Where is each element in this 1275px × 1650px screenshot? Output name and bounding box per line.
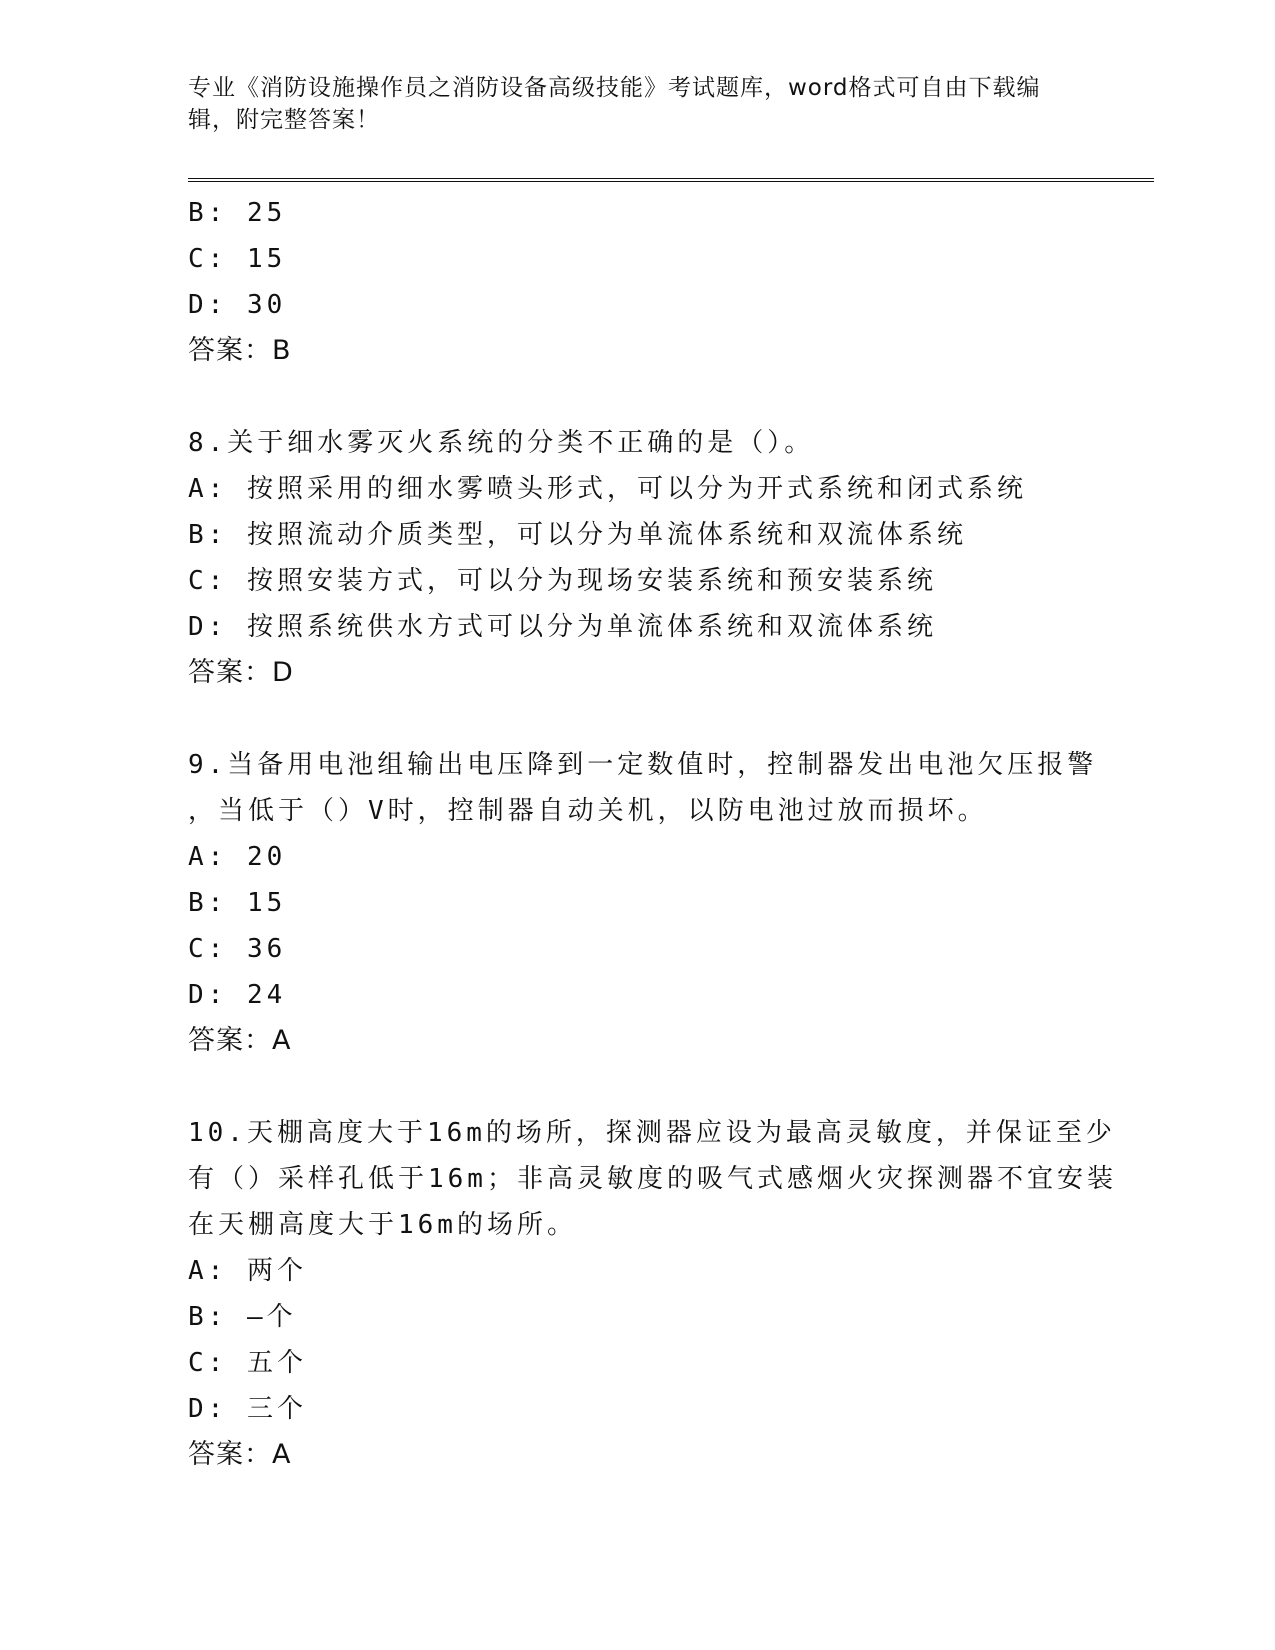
option-c: C: 按照安装方式，可以分为现场安装系统和预安装系统 <box>188 566 937 596</box>
question-stem-cont: 有（）采样孔低于16m；非高灵敏度的吸气式感烟火灾探测器不宜安装 <box>188 1164 1117 1194</box>
answer-line: 答案：B <box>188 335 292 366</box>
question-7-tail <box>188 190 1088 374</box>
option-d: D: 按照系统供水方式可以分为单流体系统和双流体系统 <box>188 612 937 642</box>
option-d: D: 24 <box>188 980 287 1010</box>
header-line-2: 辑，附完整答案！ <box>188 107 380 133</box>
header-line-1: 专业《消防设施操作员之消防设备高级技能》考试题库，word格式可自由下载编 <box>188 75 1041 101</box>
option-b: B: 25 <box>188 198 287 228</box>
question-list <box>188 190 1117 1478</box>
option-d: D: 30 <box>188 290 287 320</box>
question-stem: 9.当备用电池组输出电压降到一定数值时，控制器发出电池欠压报警 <box>188 750 1098 780</box>
question-spacer <box>188 1064 1088 1110</box>
answer-line: 答案：A <box>188 1439 292 1470</box>
page-header <box>188 72 1088 136</box>
question-stem: 8.关于细水雾灭火系统的分类不正确的是（）。 <box>188 428 815 458</box>
question-10 <box>188 1110 1117 1478</box>
option-b: B: 按照流动介质类型，可以分为单流体系统和双流体系统 <box>188 520 967 550</box>
option-c: C: 15 <box>188 244 287 274</box>
option-a: A: 20 <box>188 842 287 872</box>
question-8 <box>188 420 1088 696</box>
question-stem-cont: ，当低于（）V时，控制器自动关机，以防电池过放而损坏。 <box>188 796 988 826</box>
option-b: B: 15 <box>188 888 287 918</box>
option-c: C: 五个 <box>188 1348 307 1378</box>
question-stem-cont: 在天棚高度大于16m的场所。 <box>188 1210 577 1240</box>
option-a: A: 两个 <box>188 1256 307 1286</box>
header-divider <box>188 178 1154 182</box>
option-b: B: —个 <box>188 1302 297 1332</box>
question-spacer <box>188 696 1088 742</box>
answer-line: 答案：A <box>188 1025 292 1056</box>
question-9 <box>188 742 1098 1064</box>
option-d: D: 三个 <box>188 1394 307 1424</box>
question-stem: 10.天棚高度大于16m的场所，探测器应设为最高灵敏度，并保证至少 <box>188 1118 1116 1148</box>
option-c: C: 36 <box>188 934 287 964</box>
option-a: A: 按照采用的细水雾喷头形式，可以分为开式系统和闭式系统 <box>188 474 1027 504</box>
question-spacer <box>188 374 1088 420</box>
answer-line: 答案：D <box>188 657 294 688</box>
